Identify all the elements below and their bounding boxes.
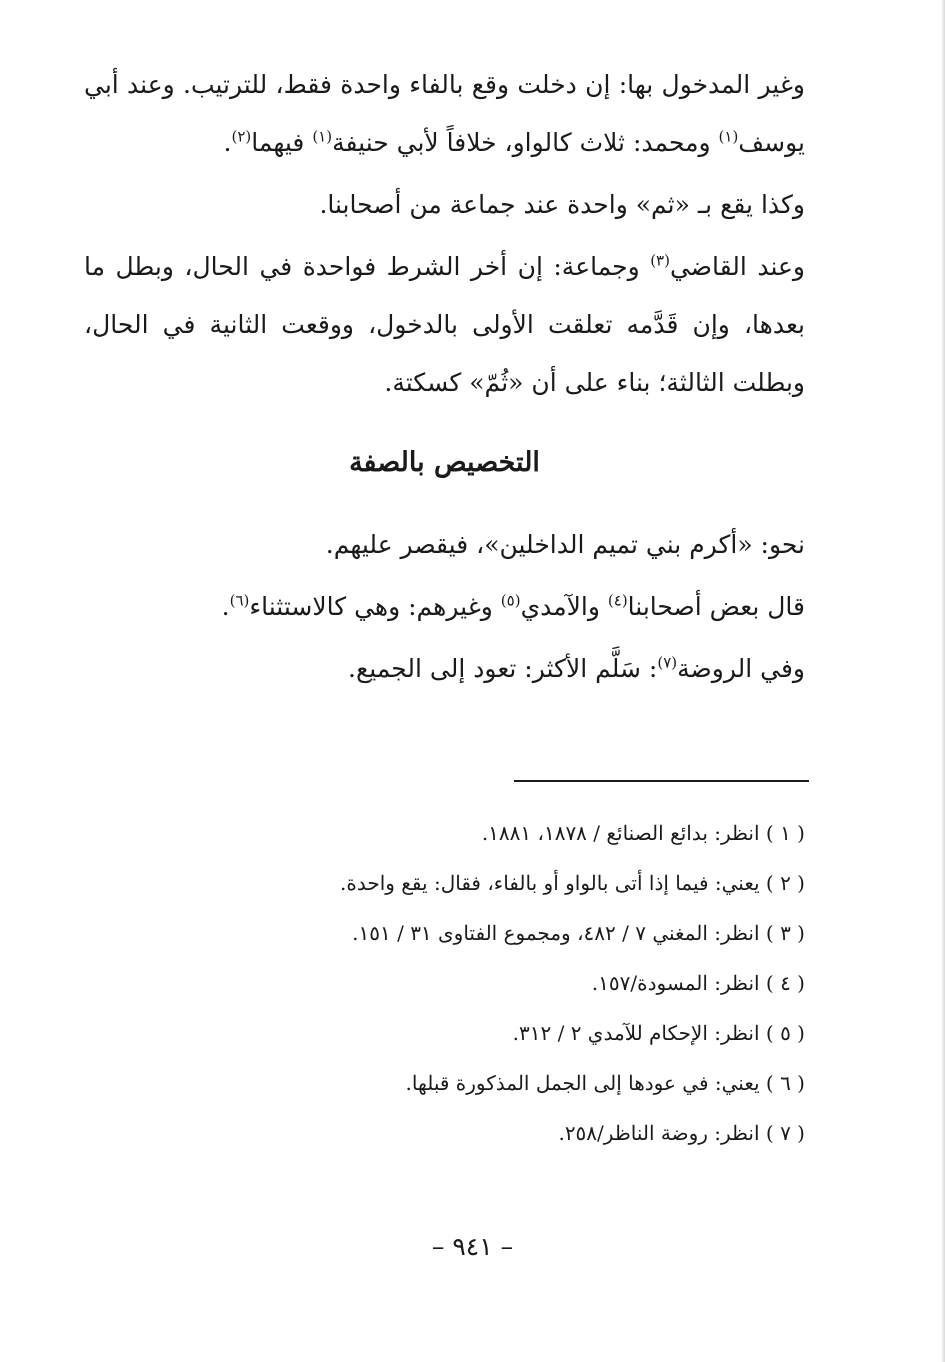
- paragraph-6: [84, 640, 805, 698]
- footnote-ref: (٧): [657, 653, 678, 672]
- paragraph-3: [84, 238, 805, 412]
- footnote-ref: (٤): [607, 591, 628, 610]
- paragraph-text: ومحمد: ثلاث كالواو، خلافاً لأبي حنيفة: [332, 128, 719, 157]
- paragraph-text: : سَلَّم الأكثر: تعود إلى الجميع.: [348, 654, 658, 683]
- paragraph-text: نحو: «أكرم بني تميم الداخلين»، فيقصر عليهم.: [325, 530, 805, 559]
- footnotes: [120, 808, 805, 1158]
- paragraph-text: وغير المدخول بها: إن دخلت وقع بالفاء واحدة فقط، للترتيب. وعند أبي يوسف: [84, 70, 805, 157]
- footnote-2: ( ٢ ) يعني: فيما إذا أتى بالواو أو بالفاء، فقال: يقع واحدة.: [340, 871, 805, 895]
- footnote-4: ( ٤ ) انظر: المسودة/١٥٧.: [591, 971, 805, 995]
- paragraph-5: [84, 578, 805, 636]
- paragraph-4: [84, 516, 805, 574]
- paragraph-text: وغيرهم: وهي كالاستثناء: [249, 592, 501, 621]
- main-text: [84, 56, 805, 702]
- footnote-3: ( ٣ ) انظر: المغني ٧ / ٤٨٢، ومجموع الفتاوى ٣١ / ١٥١.: [352, 921, 805, 945]
- paragraph-text: والآمدي: [520, 592, 608, 621]
- section-heading: التخصيص بالصفة: [349, 447, 540, 478]
- paragraph-text: وفي الروضة: [677, 654, 805, 683]
- paragraph-text: .: [221, 592, 230, 621]
- paragraph-text: وكذا يقع بـ «ثم» واحدة عند جماعة من أصحابنا.: [319, 190, 805, 219]
- paragraph-text: .: [223, 128, 232, 157]
- paragraph-2: [84, 176, 805, 234]
- footnote-divider: [514, 780, 809, 782]
- footnote-5: ( ٥ ) انظر: الإحكام للآمدي ٢ / ٣١٢.: [512, 1021, 805, 1045]
- page-number: – ٩٤١ –: [431, 1232, 514, 1261]
- footnote-ref: (١): [718, 127, 739, 146]
- page-edge-shadow: [941, 0, 945, 1362]
- footnote-ref: (٣): [650, 251, 670, 270]
- paragraph-text: قال بعض أصحابنا: [627, 592, 805, 621]
- paragraph-text: وعند القاضي: [669, 252, 805, 281]
- footnote-ref: (٢): [231, 127, 252, 146]
- footnote-ref: (٥): [500, 591, 521, 610]
- footnote-ref: (٦): [229, 591, 250, 610]
- footnote-7: ( ٧ ) انظر: روضة الناظر/٢٥٨.: [558, 1121, 805, 1145]
- paragraph-1: [84, 56, 805, 172]
- footnote-ref: (١): [312, 127, 333, 146]
- paragraph-text: وجماعة: إن أخر الشرط فواحدة في الحال، وبطل ما بعدها، وإن قَدَّمه تعلقت الأولى بالدخول، ووقعت الثانية في الحال، وبطلت الثالثة؛ بناء على أن «ثُمّ» كسكتة.: [84, 252, 805, 397]
- footnote-6: ( ٦ ) يعني: في عودها إلى الجمل المذكورة قبلها.: [405, 1071, 805, 1095]
- paragraph-text: فيهما: [251, 128, 313, 157]
- footnote-1: ( ١ ) انظر: بدائع الصنائع / ١٨٧٨، ١٨٨١.: [481, 821, 805, 845]
